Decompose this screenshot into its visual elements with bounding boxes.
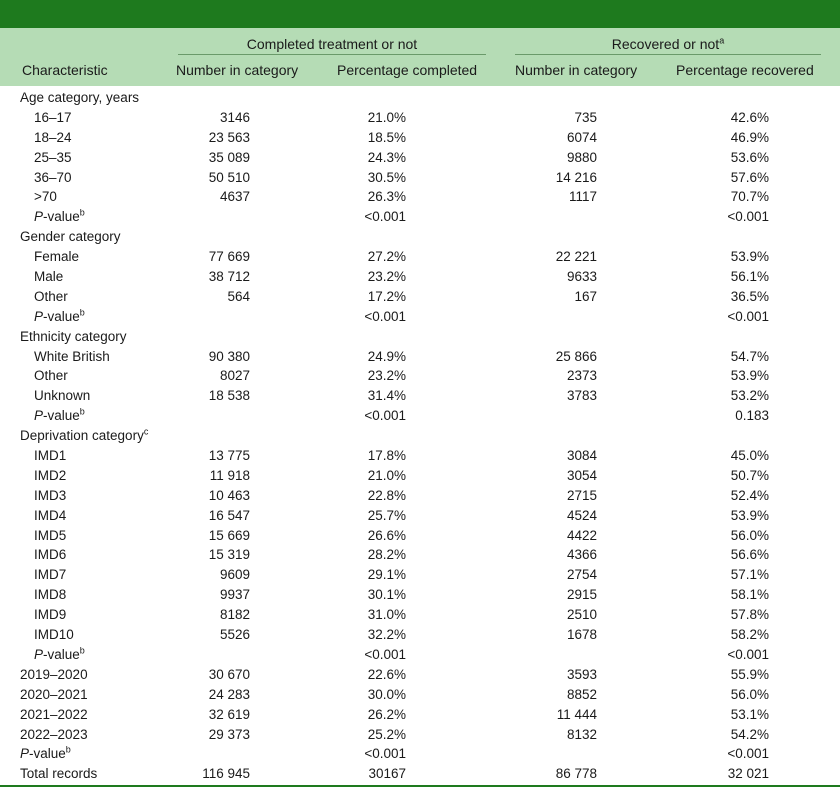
cell-percentage-completed: 26.2% [367, 706, 406, 722]
footnote-marker: a [719, 35, 725, 46]
cell-percentage-recovered: 45.0% [730, 448, 769, 464]
row-label: Other [34, 288, 68, 304]
cell-percentage-recovered: 32 021 [727, 766, 769, 782]
cell-number-completed: 15 669 [208, 527, 250, 543]
cell-number-completed: 35 089 [208, 149, 250, 165]
row-label: White British [34, 348, 110, 364]
cell-number-recovered: 1678 [566, 627, 597, 643]
row-label: 25–35 [34, 149, 72, 165]
cell-number-completed: 32 619 [208, 706, 250, 722]
cell-number-recovered: 9633 [566, 269, 597, 285]
pvalue-label: P-value$^b$ [34, 406, 85, 424]
cell-number-recovered: 4366 [566, 547, 597, 563]
table-row [0, 108, 840, 128]
cell-percentage-recovered: 56.0% [730, 527, 769, 543]
cell-percentage-recovered: 42.6% [730, 109, 769, 125]
table-row [0, 168, 840, 188]
group-header-recovered: Recovered or not$^a$ [611, 35, 725, 52]
row-label: 16–17 [34, 109, 72, 125]
cell-percentage-completed: 21.0% [367, 109, 406, 125]
section-label: Deprivation category$^c$ [20, 426, 149, 444]
cell-percentage-completed: 21.0% [367, 467, 406, 483]
group-underline [515, 54, 821, 55]
cell-percentage-recovered: 56.1% [730, 269, 769, 285]
table-row [0, 148, 840, 168]
cell-percentage-completed: <0.001 [364, 746, 406, 762]
cell-percentage-completed: 28.2% [367, 547, 406, 563]
cell-number-recovered: 3783 [566, 388, 597, 404]
cell-number-completed: 90 380 [208, 348, 250, 364]
column-header-characteristic: Characteristic [22, 62, 108, 78]
table-row [0, 585, 840, 605]
table-row [0, 307, 840, 327]
table-row [0, 207, 840, 227]
row-label: IMD10 [34, 627, 74, 643]
cell-number-completed: 9937 [219, 587, 250, 603]
row-label: 2019–2020 [20, 666, 88, 682]
row-label: IMD2 [34, 467, 67, 483]
cell-percentage-completed: 30.0% [367, 686, 406, 702]
row-label: 36–70 [34, 169, 72, 185]
cell-number-completed: 116 945 [202, 766, 250, 782]
table-row [0, 347, 840, 367]
cell-number-recovered: 22 221 [555, 249, 597, 265]
table-row [0, 526, 840, 546]
row-label: Total records [20, 766, 98, 782]
section-label: Ethnicity category [20, 328, 127, 344]
cell-number-recovered: 25 866 [555, 348, 597, 364]
cell-percentage-completed: 17.2% [367, 288, 406, 304]
row-label: 2022–2023 [20, 726, 88, 742]
cell-number-recovered: 8132 [566, 726, 597, 742]
cell-percentage-completed: <0.001 [364, 308, 406, 324]
column-header-number-recovered: Number in category [515, 62, 638, 78]
cell-number-completed: 38 712 [208, 269, 250, 285]
cell-percentage-completed: 17.8% [367, 448, 406, 464]
pvalue-label: P-value$^b$ [34, 645, 85, 662]
cell-percentage-recovered: 54.7% [730, 348, 769, 364]
cell-percentage-recovered: 36.5% [730, 288, 769, 304]
row-label: IMD7 [34, 567, 67, 583]
cell-percentage-recovered: 50.7% [730, 467, 769, 483]
table-body [0, 88, 840, 784]
cell-percentage-completed: <0.001 [364, 408, 406, 424]
cell-percentage-completed: 22.8% [367, 487, 406, 503]
table-row [0, 267, 840, 287]
row-label: >70 [34, 189, 57, 205]
cell-percentage-recovered: <0.001 [727, 308, 769, 324]
cell-percentage-completed: <0.001 [364, 209, 406, 225]
table-row [0, 327, 840, 347]
cell-number-recovered: 11 444 [556, 706, 597, 722]
table-top-bar [0, 0, 840, 28]
cell-percentage-completed: 25.2% [367, 726, 406, 742]
cell-percentage-recovered: 46.9% [730, 129, 769, 145]
table-row [0, 128, 840, 148]
table-row [0, 247, 840, 267]
row-label: 2021–2022 [20, 706, 88, 722]
cell-number-completed: 30 670 [208, 666, 250, 682]
table-row [0, 685, 840, 705]
cell-percentage-recovered: 53.9% [730, 249, 769, 265]
column-header-number-completed: Number in category [176, 62, 299, 78]
cell-percentage-recovered: 54.2% [730, 726, 769, 742]
cell-number-recovered: 2754 [566, 567, 597, 583]
table-row [0, 705, 840, 725]
cell-number-completed: 564 [227, 288, 250, 304]
cell-number-completed: 16 547 [208, 507, 250, 523]
cell-number-completed: 23 563 [208, 129, 250, 145]
cell-number-completed: 10 463 [208, 487, 250, 503]
cell-number-recovered: 2373 [566, 368, 597, 384]
pvalue-label: P-value$^b$ [34, 207, 85, 225]
cell-number-completed: 4637 [219, 189, 250, 205]
section-label: Age category, years [20, 90, 140, 105]
cell-number-recovered: 2510 [566, 607, 597, 623]
row-label: IMD4 [34, 507, 67, 523]
cell-percentage-completed: 23.2% [367, 269, 406, 285]
cell-percentage-completed: 32.2% [367, 627, 406, 643]
cell-number-recovered: 4524 [566, 507, 597, 523]
cell-number-completed: 11 918 [209, 467, 250, 483]
cell-percentage-completed: 30.1% [367, 587, 406, 603]
row-label: IMD5 [34, 527, 67, 543]
table-row [0, 386, 840, 406]
cell-percentage-completed: 27.2% [367, 249, 406, 265]
table-row [0, 665, 840, 685]
cell-percentage-recovered: 53.2% [730, 388, 769, 404]
cell-number-completed: 24 283 [208, 686, 250, 702]
cell-number-recovered: 167 [574, 288, 597, 304]
cell-percentage-recovered: 56.0% [730, 686, 769, 702]
table-row [0, 645, 840, 665]
cell-number-completed: 50 510 [208, 169, 250, 185]
table-row [0, 426, 840, 446]
group-header-completed: Completed treatment or not [246, 36, 418, 52]
cell-number-completed: 77 669 [208, 249, 250, 265]
row-label: IMD1 [34, 448, 67, 464]
table-row [0, 406, 840, 426]
table-row [0, 725, 840, 745]
table-row [0, 764, 840, 784]
cell-number-completed: 13 775 [208, 448, 250, 464]
column-header-percentage-recovered: Percentage recovered [676, 62, 814, 78]
table-row [0, 506, 840, 526]
cell-percentage-recovered: 53.9% [730, 507, 769, 523]
cell-number-recovered: 4422 [566, 527, 597, 543]
table-row [0, 625, 840, 645]
cell-percentage-completed: 30.5% [367, 169, 406, 185]
cell-percentage-completed: 24.3% [367, 149, 406, 165]
cell-percentage-recovered: <0.001 [727, 646, 769, 662]
pvalue-label: P-value$^b$ [20, 744, 71, 762]
row-label: 18–24 [34, 129, 72, 145]
row-label: Female [34, 249, 80, 265]
row-label: IMD6 [34, 547, 67, 563]
cell-percentage-recovered: <0.001 [727, 746, 769, 762]
cell-number-recovered: 8852 [566, 686, 597, 702]
cell-percentage-completed: 22.6% [367, 666, 406, 682]
row-label: IMD8 [34, 587, 67, 603]
cell-percentage-recovered: 52.4% [730, 487, 769, 503]
row-label: IMD9 [34, 607, 67, 623]
table-row [0, 744, 840, 764]
cell-number-recovered: 3084 [566, 448, 597, 464]
row-label: Unknown [34, 388, 91, 404]
cell-number-completed: 8027 [219, 368, 250, 384]
pvalue-label: P-value$^b$ [34, 307, 85, 324]
table-row [0, 88, 840, 108]
table-row [0, 227, 840, 247]
cell-number-recovered: 1117 [568, 189, 597, 205]
cell-number-recovered: 6074 [566, 129, 597, 145]
cell-percentage-recovered: 55.9% [730, 666, 769, 682]
cell-number-recovered: 735 [574, 109, 597, 125]
group-underline [178, 54, 486, 55]
cell-percentage-recovered: 53.1% [730, 706, 769, 722]
cell-percentage-recovered: 70.7% [730, 189, 769, 205]
table-row [0, 187, 840, 207]
cell-number-recovered: 14 216 [555, 169, 597, 185]
cell-number-completed: 15 319 [208, 547, 250, 563]
cell-percentage-completed: 26.6% [367, 527, 406, 543]
table-row [0, 287, 840, 307]
row-label: Other [34, 368, 68, 384]
cell-percentage-recovered: 58.1% [730, 587, 769, 603]
cell-percentage-recovered: 57.8% [730, 607, 769, 623]
table-row [0, 366, 840, 386]
cell-percentage-recovered: 57.6% [730, 169, 769, 185]
table-row [0, 565, 840, 585]
table-row [0, 545, 840, 565]
section-label: Gender category [20, 229, 121, 245]
cell-number-recovered: 2915 [566, 587, 597, 603]
table-row [0, 446, 840, 466]
column-header-percentage-completed: Percentage completed [337, 62, 478, 78]
table-row [0, 486, 840, 506]
row-label: IMD3 [34, 487, 67, 503]
cell-percentage-recovered: <0.001 [727, 209, 769, 225]
cell-percentage-completed: 23.2% [367, 368, 406, 384]
cell-number-recovered: 3054 [566, 467, 597, 483]
cell-percentage-completed: <0.001 [364, 646, 406, 662]
cell-number-completed: 9609 [219, 567, 250, 583]
cell-number-completed: 5526 [219, 627, 250, 643]
cell-number-completed: 29 373 [208, 726, 250, 742]
cell-percentage-completed: 25.7% [367, 507, 406, 523]
cell-number-recovered: 86 778 [555, 766, 597, 782]
cell-percentage-completed: 31.0% [367, 607, 406, 623]
cell-number-completed: 8182 [219, 607, 250, 623]
cell-number-completed: 3146 [219, 109, 250, 125]
cell-percentage-completed: 26.3% [367, 189, 406, 205]
cell-percentage-recovered: 56.6% [730, 547, 769, 563]
row-label: Male [34, 269, 64, 285]
cell-percentage-completed: 30167 [368, 766, 406, 782]
table-row [0, 605, 840, 625]
cell-percentage-completed: 31.4% [367, 388, 406, 404]
cell-number-recovered: 3593 [566, 666, 597, 682]
cell-percentage-completed: 29.1% [367, 567, 406, 583]
cell-percentage-recovered: 53.9% [730, 368, 769, 384]
cell-percentage-recovered: 53.6% [730, 149, 769, 165]
cell-number-completed: 18 538 [208, 388, 250, 404]
cell-percentage-completed: 24.9% [367, 348, 406, 364]
cell-number-recovered: 2715 [566, 487, 597, 503]
table-row [0, 466, 840, 486]
cell-percentage-recovered: 0.183 [735, 408, 769, 424]
row-label: 2020–2021 [20, 686, 88, 702]
cell-percentage-completed: 18.5% [367, 129, 406, 145]
cell-percentage-recovered: 57.1% [730, 567, 769, 583]
cell-percentage-recovered: 58.2% [730, 627, 769, 643]
cell-number-recovered: 9880 [566, 149, 597, 165]
